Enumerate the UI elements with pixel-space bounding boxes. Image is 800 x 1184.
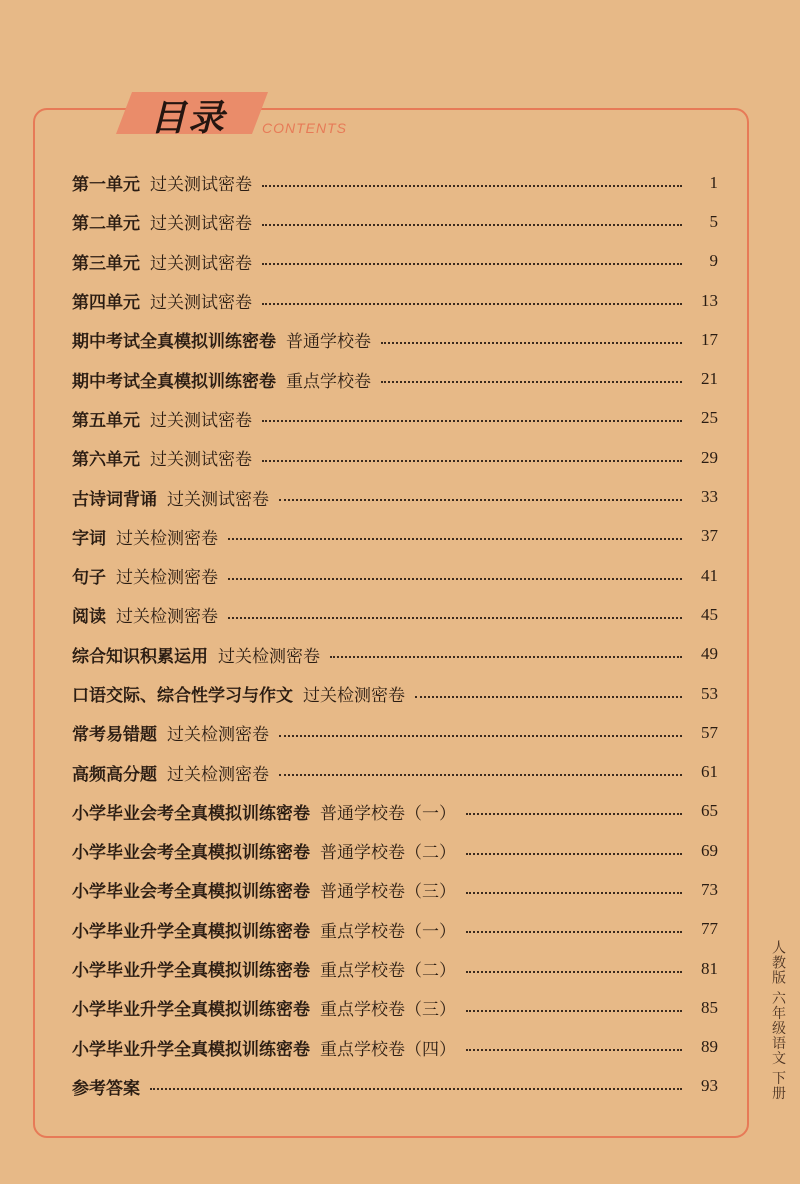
- toc-item[interactable]: [72, 870, 718, 909]
- toc-leader-dots: [415, 696, 682, 698]
- toc-item-page: 29: [701, 447, 718, 467]
- toc-item-page: 33: [701, 487, 718, 507]
- toc-leader-dots: [466, 853, 682, 855]
- toc-item-page: 77: [701, 919, 718, 939]
- toc-item-title: 小学毕业会考全真模拟训练密卷: [72, 882, 310, 903]
- toc-item[interactable]: [72, 477, 718, 516]
- toc-item-page: 65: [701, 801, 718, 821]
- toc-leader-dots: [330, 656, 682, 658]
- toc-item[interactable]: [72, 752, 718, 791]
- toc-item-subtitle: 过关测试密卷: [150, 410, 252, 431]
- toc-item-title: 第二单元: [72, 214, 140, 235]
- toc-item-subtitle: 过关检测密卷: [218, 646, 320, 667]
- toc-leader-dots: [466, 931, 682, 933]
- toc-leader-dots: [228, 538, 682, 540]
- toc-item[interactable]: [72, 517, 718, 556]
- toc-item-page: 89: [701, 1037, 718, 1057]
- toc-item[interactable]: [72, 988, 718, 1027]
- toc-item[interactable]: [72, 242, 718, 281]
- toc-item-page: 93: [701, 1076, 718, 1096]
- page-subtitle: CONTENTS: [262, 120, 347, 136]
- toc-leader-dots: [262, 303, 682, 305]
- page-title: 目录: [150, 98, 227, 139]
- toc-item-subtitle: 过关测试密卷: [167, 489, 269, 510]
- toc-item-title: 小学毕业会考全真模拟训练密卷: [72, 843, 310, 864]
- toc-item-subtitle: 普通学校卷（二）: [320, 843, 456, 864]
- toc-item-page: 25: [701, 408, 718, 428]
- toc-item-page: 45: [701, 604, 718, 624]
- toc-item-subtitle: 普通学校卷（一）: [320, 803, 456, 824]
- toc-leader-dots: [466, 1010, 682, 1012]
- toc-item[interactable]: [72, 163, 718, 202]
- toc-item-subtitle: 重点学校卷（二）: [320, 961, 456, 982]
- toc-item-title: 字词: [72, 528, 106, 549]
- toc-item-page: 73: [701, 879, 718, 899]
- toc-item-subtitle: 过关测试密卷: [150, 214, 252, 235]
- toc-item[interactable]: [72, 831, 718, 870]
- toc-item-subtitle: 普通学校卷: [286, 332, 371, 353]
- toc-item-title: 小学毕业升学全真模拟训练密卷: [72, 1000, 310, 1021]
- toc-item-title: 第五单元: [72, 410, 140, 431]
- toc-item-title: 阅读: [72, 607, 106, 628]
- toc-item-subtitle: 过关检测密卷: [116, 528, 218, 549]
- toc-list: [72, 163, 718, 1106]
- toc-item[interactable]: [72, 556, 718, 595]
- toc-item-title: 口语交际、综合性学习与作文: [72, 686, 293, 706]
- toc-item-subtitle: 过关检测密卷: [303, 686, 405, 706]
- toc-item[interactable]: [72, 1067, 718, 1106]
- toc-item-page: 41: [701, 565, 718, 585]
- toc-item-subtitle: 过关测试密卷: [150, 253, 252, 274]
- toc-item-subtitle: 过关检测密卷: [116, 607, 218, 628]
- toc-item-title: 高频高分题: [72, 764, 157, 785]
- toc-item-subtitle: 过关检测密卷: [167, 764, 269, 785]
- toc-item-subtitle: 普通学校卷（三）: [320, 882, 456, 903]
- toc-item-title: 第一单元: [72, 175, 140, 196]
- toc-item-page: 13: [701, 290, 718, 310]
- toc-item[interactable]: [72, 792, 718, 831]
- toc-leader-dots: [262, 460, 682, 462]
- toc-leader-dots: [279, 774, 682, 776]
- toc-item[interactable]: [72, 595, 718, 634]
- toc-item[interactable]: [72, 674, 718, 713]
- toc-item[interactable]: [72, 949, 718, 988]
- toc-item[interactable]: [72, 359, 718, 398]
- toc-item-title: 参考答案: [72, 1078, 140, 1099]
- toc-leader-dots: [150, 1088, 682, 1090]
- toc-item-page: 53: [701, 683, 718, 703]
- toc-item[interactable]: [72, 320, 718, 359]
- toc-item-title: 期中考试全真模拟训练密卷: [72, 371, 276, 392]
- toc-leader-dots: [466, 1049, 682, 1051]
- toc-item-page: 21: [701, 369, 718, 389]
- side-label: 人教版 六年级语文 下册: [770, 940, 786, 1101]
- toc-item-title: 综合知识积累运用: [72, 646, 208, 667]
- toc-item-page: 49: [701, 644, 718, 664]
- toc-item-page: 37: [701, 526, 718, 546]
- toc-leader-dots: [279, 735, 682, 737]
- toc-item[interactable]: [72, 438, 718, 477]
- toc-item-title: 常考易错题: [72, 725, 157, 746]
- toc-item-subtitle: 重点学校卷（一）: [320, 921, 456, 942]
- toc-leader-dots: [381, 342, 682, 344]
- toc-item-page: 69: [701, 840, 718, 860]
- toc-item-subtitle: 重点学校卷（四）: [320, 1039, 456, 1060]
- toc-item-page: 1: [709, 172, 718, 192]
- toc-leader-dots: [466, 971, 682, 973]
- toc-item-subtitle: 过关测试密卷: [150, 175, 252, 196]
- toc-leader-dots: [279, 499, 682, 501]
- toc-item[interactable]: [72, 635, 718, 674]
- toc-item[interactable]: [72, 1028, 718, 1067]
- toc-item-page: 5: [709, 211, 718, 231]
- toc-item[interactable]: [72, 910, 718, 949]
- toc-item-page: 57: [701, 722, 718, 742]
- toc-item-title: 小学毕业会考全真模拟训练密卷: [72, 803, 310, 824]
- toc-item[interactable]: [72, 202, 718, 241]
- toc-item-subtitle: 过关检测密卷: [167, 725, 269, 746]
- toc-item-title: 古诗词背诵: [72, 489, 157, 510]
- toc-item-title: 小学毕业升学全真模拟训练密卷: [72, 961, 310, 982]
- toc-item-subtitle: 过关测试密卷: [150, 450, 252, 471]
- toc-item-subtitle: 过关测试密卷: [150, 293, 252, 314]
- toc-item-title: 句子: [72, 568, 106, 589]
- toc-leader-dots: [262, 185, 682, 187]
- toc-leader-dots: [228, 578, 682, 580]
- toc-item-title: 第三单元: [72, 253, 140, 274]
- toc-item-title: 期中考试全真模拟训练密卷: [72, 332, 276, 353]
- toc-item[interactable]: [72, 399, 718, 438]
- toc-item-title: 小学毕业升学全真模拟训练密卷: [72, 921, 310, 942]
- toc-item-subtitle: 重点学校卷（三）: [320, 1000, 456, 1021]
- toc-leader-dots: [381, 381, 682, 383]
- toc-leader-dots: [262, 224, 682, 226]
- toc-leader-dots: [466, 892, 682, 894]
- toc-item-title: 第四单元: [72, 293, 140, 314]
- toc-item-page: 61: [701, 762, 718, 782]
- toc-item-page: 17: [701, 329, 718, 349]
- toc-item-page: 81: [701, 958, 718, 978]
- toc-item-title: 第六单元: [72, 450, 140, 471]
- toc-leader-dots: [466, 813, 682, 815]
- toc-item-subtitle: 过关检测密卷: [116, 568, 218, 589]
- toc-leader-dots: [262, 420, 682, 422]
- toc-item-page: 85: [701, 997, 718, 1017]
- toc-item-subtitle: 重点学校卷: [286, 371, 371, 392]
- toc-leader-dots: [262, 263, 682, 265]
- toc-item[interactable]: [72, 281, 718, 320]
- toc-item[interactable]: [72, 713, 718, 752]
- toc-leader-dots: [228, 617, 682, 619]
- toc-item-title: 小学毕业升学全真模拟训练密卷: [72, 1039, 310, 1060]
- toc-item-page: 9: [709, 251, 718, 271]
